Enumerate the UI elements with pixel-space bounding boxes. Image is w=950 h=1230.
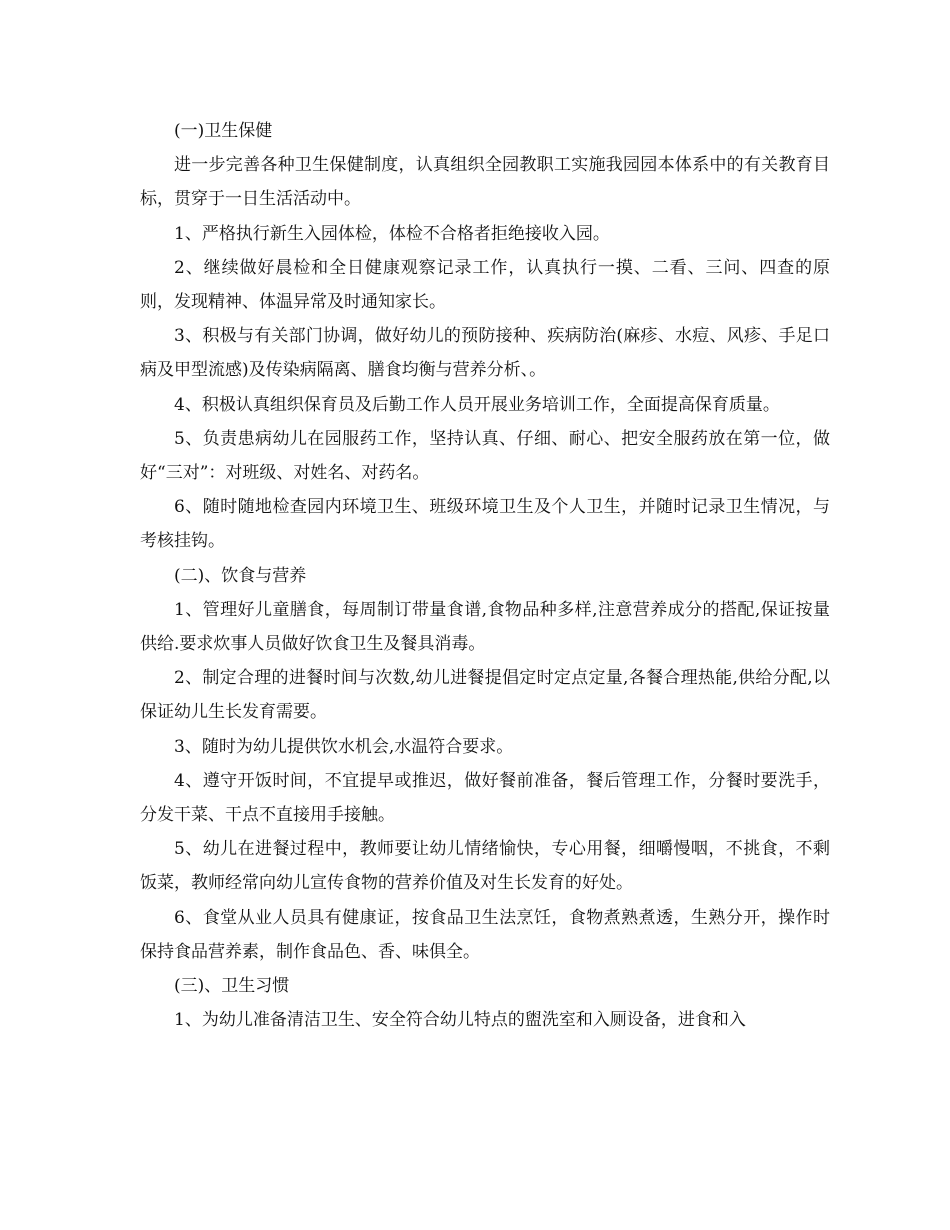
paragraph-item: 5、负责患病幼儿在园服药工作，坚持认真、仔细、耐心、把安全服药放在第一位，做好“三对”：对班级、对姓名、对药名。	[140, 428, 830, 484]
paragraph-item: 5、幼儿在进餐过程中，教师要让幼儿情绪愉快，专心用餐，细嚼慢咽，不挑食，不剩饭菜，教师经常向幼儿宣传食物的营养价值及对生长发育的好处。	[140, 839, 830, 894]
paragraph-item: 6、食堂从业人员具有健康证，按食品卫生法烹饪，食物煮熟煮透，生熟分开，操作时保持食品营养素，制作食品色、香、味俱全。	[140, 907, 830, 962]
paragraph-item: 3、随时为幼儿提供饮水机会,水温符合要求。	[174, 736, 514, 757]
paragraph-item: 3、积极与有关部门协调，做好幼儿的预防接种、疾病防治(麻疹、水痘、风疹、手足口病及甲型流感)及传染病隔离、膳食均衡与营养分析、。	[140, 326, 830, 381]
paragraph-item: 1、严格执行新生入园体检，体检不合格者拒绝接收入园。	[174, 223, 610, 244]
paragraph-item: 2、制定合理的进餐时间与次数,幼儿进餐提倡定时定点定量,各餐合理热能,供给分配,以保证幼儿生长发育需要。	[140, 668, 830, 723]
paragraph-item: 1、为幼儿准备清洁卫生、安全符合幼儿特点的盥洗室和入厕设备，进食和入	[174, 1010, 746, 1031]
paragraph-item: 4、积极认真组织保育员及后勤工作人员开展业务培训工作，全面提高保育质量。	[174, 394, 780, 415]
document-body	[140, 114, 830, 1037]
section-heading-hygiene-habits: (三)、卫生习惯	[174, 976, 290, 997]
paragraph-item: 2、继续做好晨检和全日健康观察记录工作，认真执行一摸、二看、三问、四查的原则，发现精神、体温异常及时通知家长。	[140, 257, 830, 313]
paragraph-item: 6、随时随地检查园内环境卫生、班级环境卫生及个人卫生，并随时记录卫生情况，与考核挂钩。	[140, 497, 830, 552]
paragraph-item: 4、遵守开饭时间，不宜提早或推迟，做好餐前准备，餐后管理工作，分餐时要洗手，分发干菜、干点不直接用手接触。	[140, 770, 830, 826]
paragraph-intro: 进一步完善各种卫生保健制度，认真组织全园教职工实施我园园本体系中的有关教育目标，贯穿于一日生活活动中。	[140, 155, 830, 210]
section-heading-hygiene-care: (一)卫生保健	[174, 121, 273, 141]
paragraph-item: 1、管理好儿童膳食，每周制订带量食谱,食物品种多样,注意营养成分的搭配,保证按量供给.要求炊事人员做好饮食卫生及餐具消毒。	[140, 599, 830, 655]
section-heading-diet-nutrition: (二)、饮食与营养	[174, 565, 307, 586]
